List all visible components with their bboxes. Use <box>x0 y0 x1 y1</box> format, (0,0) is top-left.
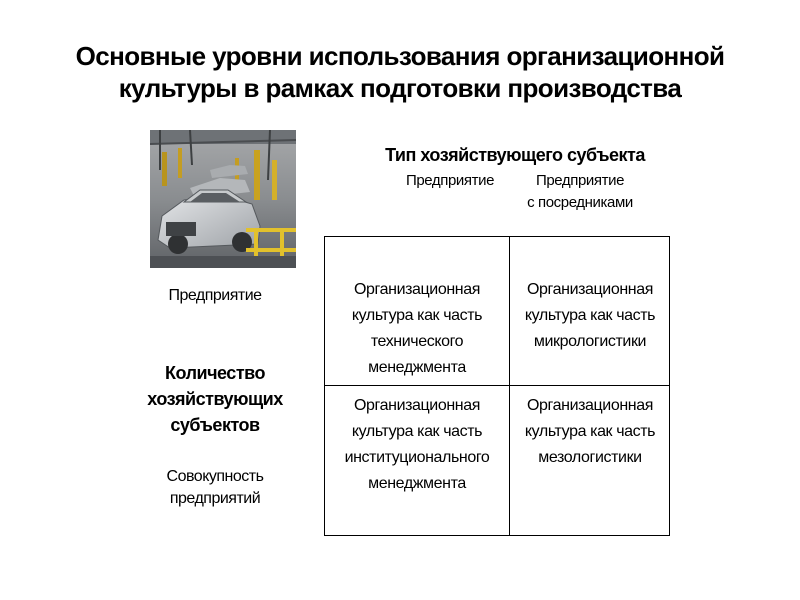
left-axis-title <box>140 360 290 438</box>
cell-line: микрологистики <box>533 333 647 350</box>
matrix-cell-technical-management <box>325 277 509 381</box>
cell-line: Организационная <box>354 281 480 298</box>
cell-line: мезологистики <box>538 449 642 466</box>
left-axis-title-line-3: субъектов <box>170 415 260 435</box>
cell-line: менеджмента <box>368 359 466 376</box>
row-label-aggregate <box>140 466 290 510</box>
column-label-enterprise-with-intermediaries <box>510 170 650 214</box>
cell-line: менеджмента <box>368 475 466 492</box>
cell-line: Организационная <box>527 397 653 414</box>
matrix-table <box>324 236 670 536</box>
cell-line: культура как часть <box>524 423 656 440</box>
matrix-cell-mesologistics <box>510 393 670 471</box>
cell-line: технического <box>370 333 464 350</box>
column-label-enterprise: Предприятие <box>405 172 495 189</box>
left-axis-title-line-1: Количество <box>165 363 265 383</box>
cell-line: Организационная <box>354 397 480 414</box>
column-label-line-2: с посредниками <box>527 194 633 211</box>
row-label-aggregate-line-2: предприятий <box>169 490 261 507</box>
cell-line: институционального <box>344 449 490 466</box>
column-label-line-1: Предприятие <box>535 172 625 189</box>
row-label-enterprise: Предприятие <box>168 287 262 304</box>
top-axis-title: Тип хозяйствующего субъекта <box>385 145 645 165</box>
slide-title-line-1: Основные уровни использования организационной <box>75 41 725 71</box>
slide-title-line-2: культуры в рамках подготовки производства <box>118 73 682 103</box>
cell-line: Организационная <box>527 281 653 298</box>
left-axis-title-line-2: хозяйствующих <box>147 389 283 409</box>
cell-line: культура как часть <box>351 307 483 324</box>
car-factory-assembly-line-image <box>150 130 296 268</box>
matrix-cell-institutional-management <box>325 393 509 497</box>
cell-line: культура как часть <box>524 307 656 324</box>
matrix-horizontal-divider <box>325 385 669 386</box>
matrix-cell-micrologistics <box>510 277 670 355</box>
cell-line: культура как часть <box>351 423 483 440</box>
row-label-aggregate-line-1: Совокупность <box>166 468 264 485</box>
